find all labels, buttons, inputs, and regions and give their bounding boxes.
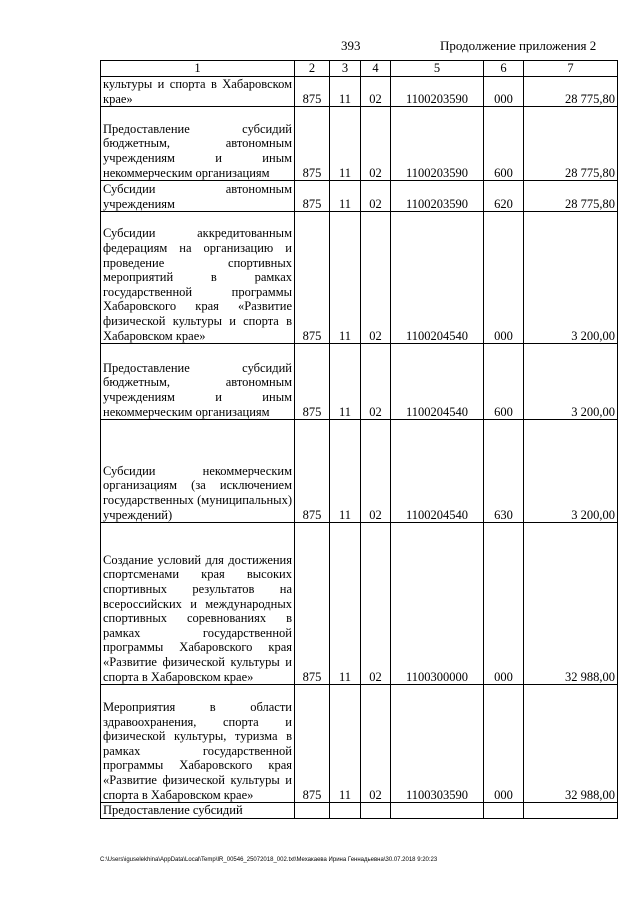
subsection-cell: 02 <box>361 77 391 107</box>
file-path-footer: C:\Users\iguselekhina\AppData\Local\Temp\IR_00546_25072018_002.txt\Мехакаева Ирина Геннадьевна\30.07.2018 9:20:23 <box>100 857 438 863</box>
section-cell <box>330 803 361 819</box>
row-name-cell: Предоставление субсидий бюджетным, автономным учреждениям и иным некоммерческим организациям <box>101 107 295 181</box>
table-row <box>101 523 618 685</box>
table-row <box>101 77 618 107</box>
table-row <box>101 420 618 523</box>
section-cell: 11 <box>330 181 361 212</box>
target-article-cell: 1100203590 <box>391 181 484 212</box>
kvsr-cell: 875 <box>295 420 330 523</box>
target-article-cell: 1100203590 <box>391 77 484 107</box>
target-article-cell: 1100303590 <box>391 685 484 803</box>
subsection-cell: 02 <box>361 523 391 685</box>
row-name-cell: культуры и спорта в Хабаровском крае» <box>101 77 295 107</box>
row-name-cell: Создание условий для достижения спортсменами края высоких спортивных результатов на всероссийских и международных спортивных соревнованиях в рамках государственной программы Хабаровского края «Развитие физической культуры и спорта в Хабаровском крае» <box>101 523 295 685</box>
expense-type-cell: 600 <box>484 107 524 181</box>
column-header: 3 <box>330 61 361 77</box>
table-row <box>101 212 618 344</box>
section-cell: 11 <box>330 685 361 803</box>
kvsr-cell: 875 <box>295 212 330 344</box>
subsection-cell: 02 <box>361 420 391 523</box>
expense-type-cell: 000 <box>484 212 524 344</box>
subsection-cell: 02 <box>361 344 391 420</box>
amount-cell: 3 200,00 <box>524 344 618 420</box>
header-row <box>101 61 618 77</box>
amount-cell: 28 775,80 <box>524 181 618 212</box>
target-article-cell: 1100204540 <box>391 344 484 420</box>
amount-cell: 3 200,00 <box>524 420 618 523</box>
subsection-cell: 02 <box>361 107 391 181</box>
expense-type-cell: 000 <box>484 523 524 685</box>
expense-type-cell: 620 <box>484 181 524 212</box>
subsection-cell <box>361 803 391 819</box>
table-row <box>101 685 618 803</box>
column-header: 1 <box>101 61 295 77</box>
table-row <box>101 181 618 212</box>
target-article-cell: 1100203590 <box>391 107 484 181</box>
column-header: 2 <box>295 61 330 77</box>
kvsr-cell: 875 <box>295 523 330 685</box>
expense-type-cell: 630 <box>484 420 524 523</box>
section-cell: 11 <box>330 420 361 523</box>
target-article-cell: 1100204540 <box>391 212 484 344</box>
column-header: 7 <box>524 61 618 77</box>
amount-cell: 28 775,80 <box>524 107 618 181</box>
subsection-cell: 02 <box>361 181 391 212</box>
section-cell: 11 <box>330 107 361 181</box>
target-article-cell: 1100204540 <box>391 420 484 523</box>
subsection-cell: 02 <box>361 212 391 344</box>
expense-type-cell: 600 <box>484 344 524 420</box>
expense-type-cell: 000 <box>484 685 524 803</box>
kvsr-cell <box>295 803 330 819</box>
section-cell: 11 <box>330 344 361 420</box>
amount-cell: 3 200,00 <box>524 212 618 344</box>
table-row <box>101 803 618 819</box>
target-article-cell <box>391 803 484 819</box>
appendix-continuation: Продолжение приложения 2 <box>440 38 597 53</box>
budget-table <box>100 60 618 819</box>
kvsr-cell: 875 <box>295 107 330 181</box>
kvsr-cell: 875 <box>295 685 330 803</box>
row-name-cell: Субсидии аккредитованным федерациям на организацию и проведение спортивных мероприятий в рамках государственной программы Хабаровского края «Развитие физической культуры и спорта в Хабаровском крае» <box>101 212 295 344</box>
row-name-cell: Предоставление субсидий <box>101 803 295 819</box>
kvsr-cell: 875 <box>295 181 330 212</box>
table-row <box>101 344 618 420</box>
table-row <box>101 107 618 181</box>
expense-type-cell <box>484 803 524 819</box>
section-cell: 11 <box>330 212 361 344</box>
row-name-cell: Мероприятия в области здравоохранения, спорта и физической культуры, туризма в рамках государственной программы Хабаровского края «Развитие физической культуры и спорта в Хабаровском крае» <box>101 685 295 803</box>
section-cell: 11 <box>330 523 361 685</box>
amount-cell: 32 988,00 <box>524 685 618 803</box>
amount-cell <box>524 803 618 819</box>
page-number: 393 <box>341 38 361 53</box>
kvsr-cell: 875 <box>295 344 330 420</box>
column-header: 5 <box>391 61 484 77</box>
section-cell: 11 <box>330 77 361 107</box>
subsection-cell: 02 <box>361 685 391 803</box>
expense-type-cell: 000 <box>484 77 524 107</box>
row-name-cell: Предоставление субсидий бюджетным, автономным учреждениям и иным некоммерческим организациям <box>101 344 295 420</box>
row-name-cell: Субсидии автономным учреждениям <box>101 181 295 212</box>
target-article-cell: 1100300000 <box>391 523 484 685</box>
amount-cell: 28 775,80 <box>524 77 618 107</box>
column-header: 6 <box>484 61 524 77</box>
column-header: 4 <box>361 61 391 77</box>
row-name-cell: Субсидии некоммерческим организациям (за исключением государственных (муниципальных) учреждений) <box>101 420 295 523</box>
kvsr-cell: 875 <box>295 77 330 107</box>
amount-cell: 32 988,00 <box>524 523 618 685</box>
